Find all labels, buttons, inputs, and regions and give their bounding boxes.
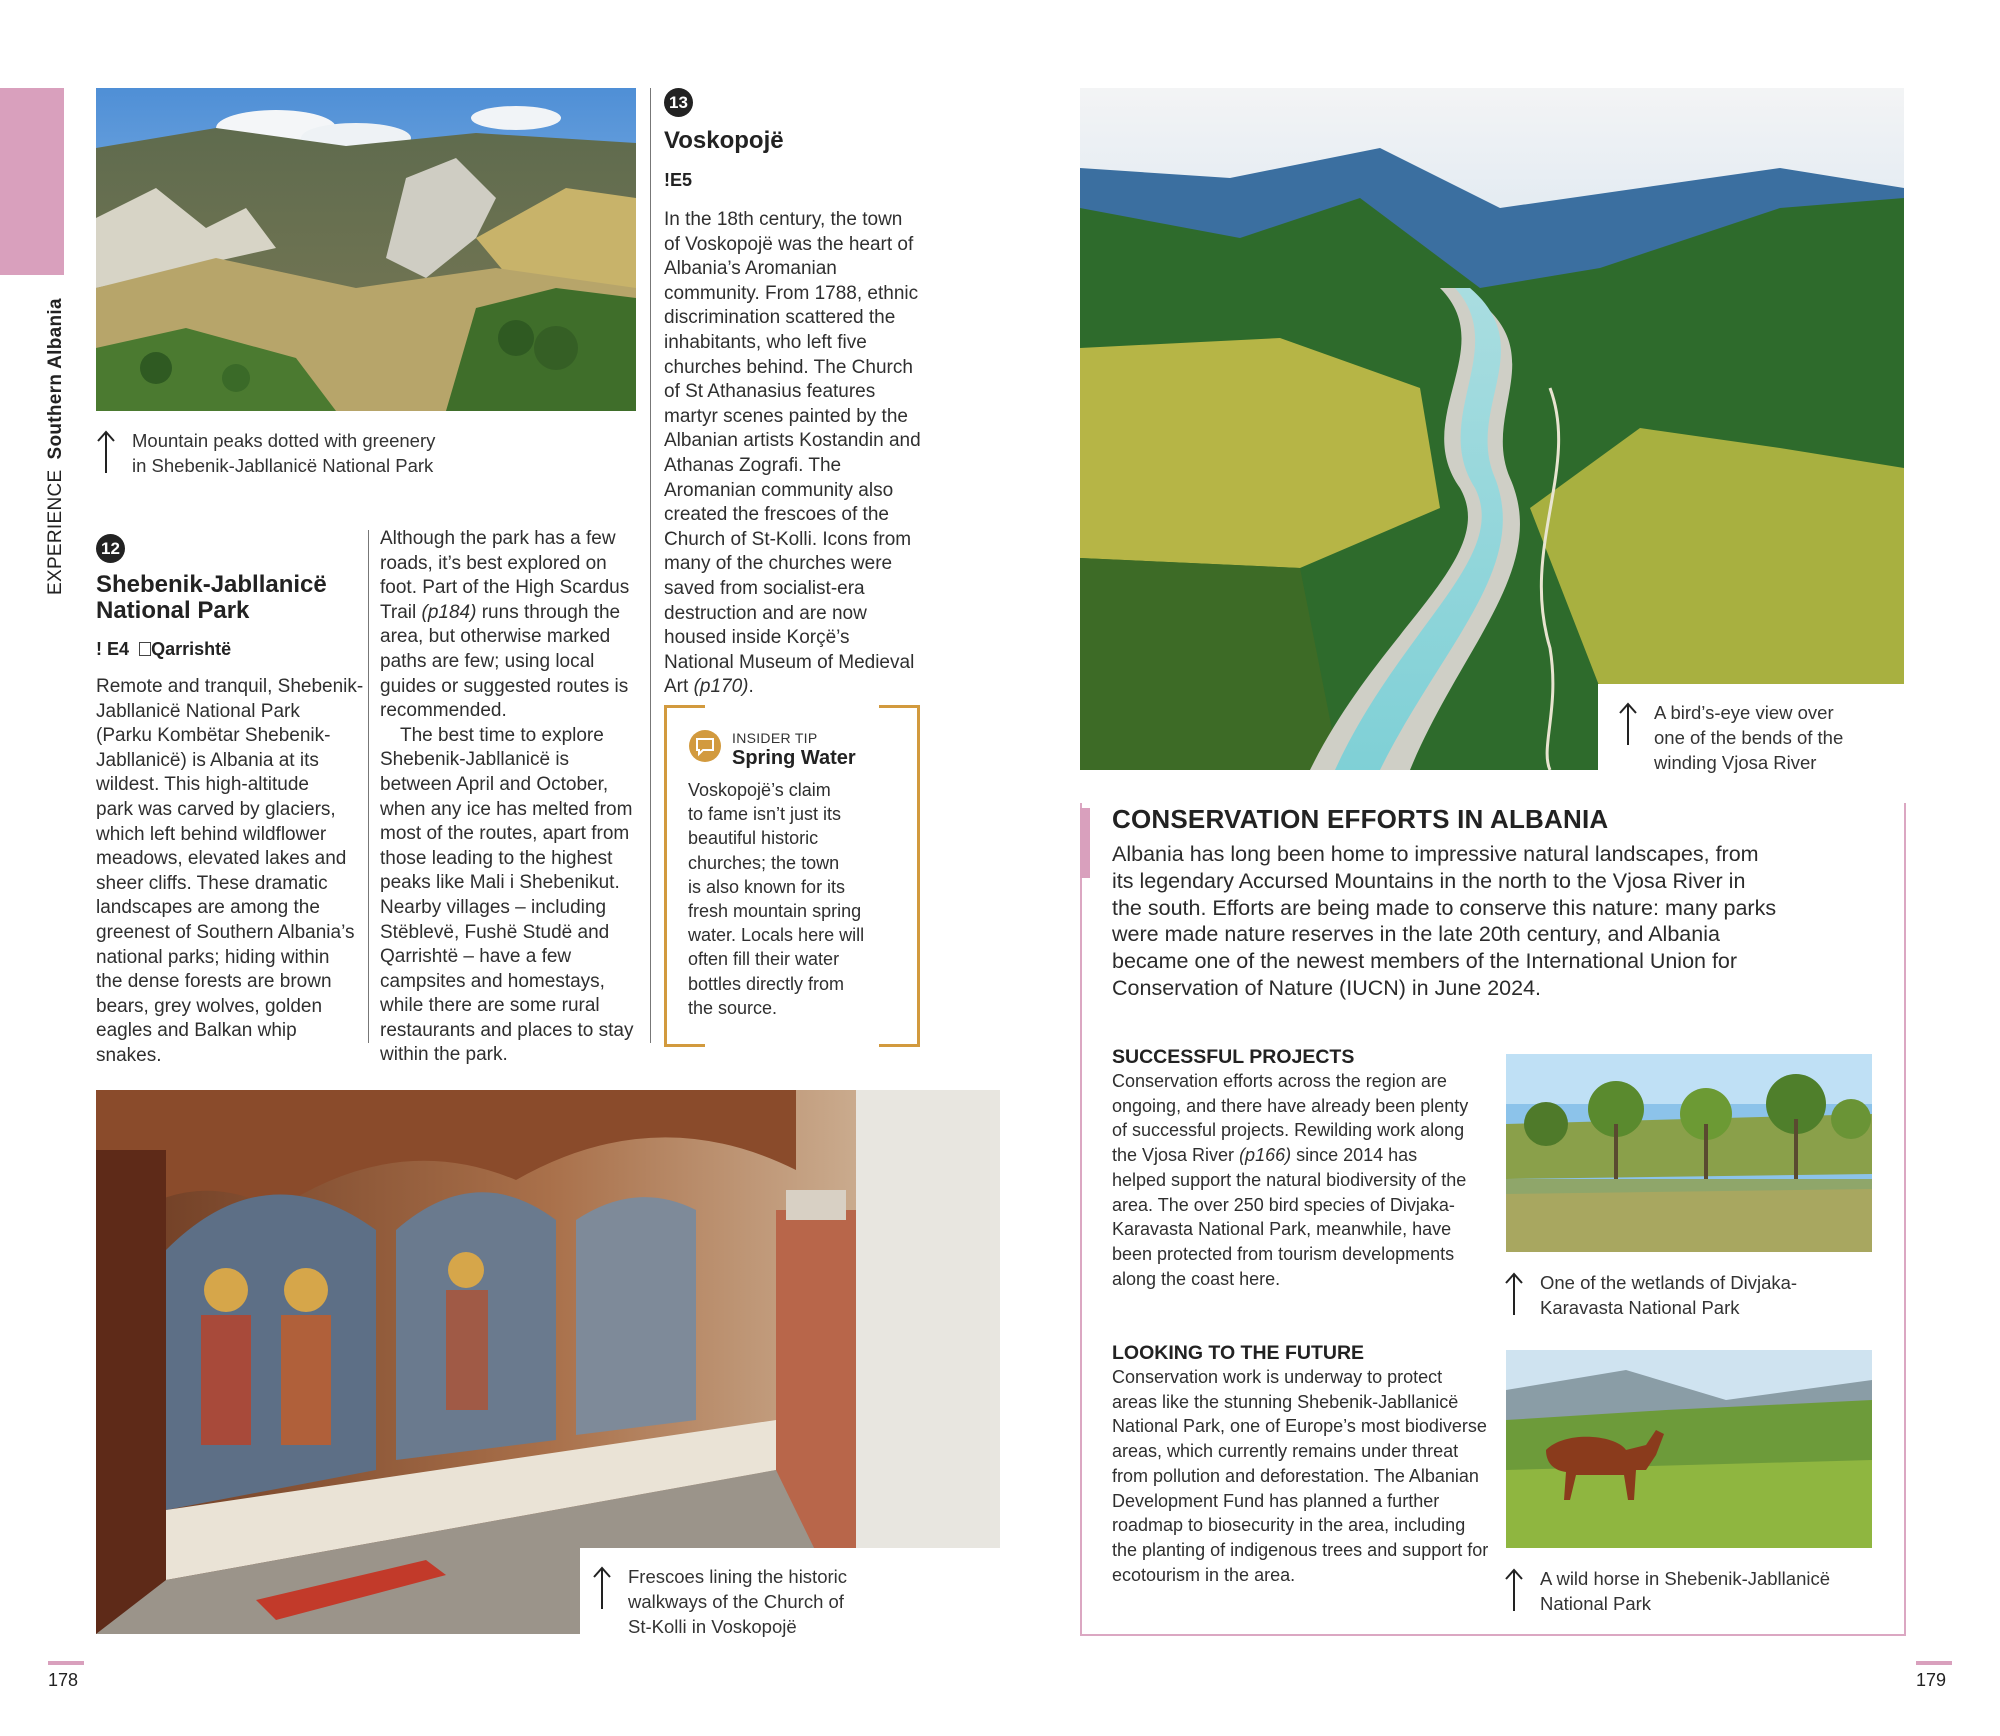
- left_page.entry12.col1-line: meadows, elevated lakes and: [96, 848, 347, 870]
- right_page.conservation.intro-line: Conservation of Nature (IUCN) in June 2024.: [1112, 975, 1542, 1000]
- horse-photo-caption: A wild horse in Shebenik-Jabllanicë National Park: [1504, 1566, 1894, 1616]
- wetlands-photo-caption: One of the wetlands of Divjaka- Karavasta National Park: [1504, 1270, 1884, 1320]
- conservation-title: CONSERVATION EFFORTS IN ALBANIA: [1112, 804, 1609, 834]
- entry-meta: [664, 170, 692, 191]
- entry-number-badge: 13: [664, 88, 693, 117]
- left_page.insider_tip.body-line: churches; the town: [688, 852, 840, 873]
- looking-to-future-section: LOOKING TO THE FUTURE Conservation work is underway to protect areas like the stunning Shebenik-Jabllanicë National Park, one of Europe’s most biodiverse areas, which currently remains under threat from pollution and deforestation. The Albanian Development Fund has planned a further roadmap to biosecurity in the area, including the planting of indigenous trees and support for ecotourism in the area.: [1112, 1342, 1489, 1585]
- section-tab: [0, 88, 64, 275]
- arrow-up-icon: [1618, 702, 1638, 746]
- left_page.insider_tip.body-line: beautiful historic: [688, 828, 819, 849]
- successful-projects-section: SUCCESSFUL PROJECTS Conservation efforts across the region are ongoing, and there have already been plenty of successful projects. Rewilding work along the Vjosa River (p166) since 2014 has helped support the natural biodiversity of the area. The over 250 bird species of Divjaka-Karavasta National Park, meanwhile, have been protected from tourism developments along the coast here.: [1112, 1046, 1469, 1289]
- location-icon: [139, 642, 151, 656]
- left_page.insider_tip.body-line: to fame isn’t just its: [688, 804, 842, 825]
- frescoes-photo-caption: Frescoes lining the historic walkways of the Church of St-Kolli in Voskopojë: [592, 1564, 992, 1639]
- page-number-rule: [48, 1661, 84, 1665]
- town-name: Qarrishtë: [151, 639, 232, 659]
- left_page.insider_tip.body-line: fresh mountain spring: [688, 901, 862, 922]
- right_page.conservation.intro-line: the south. Efforts are being made to conserve this nature: many parks: [1112, 895, 1777, 920]
- column-rule: [368, 530, 369, 1043]
- tip-body: [688, 778, 903, 1020]
- left_page.entry12.col1-line: landscapes are among the: [96, 897, 320, 919]
- entry-title: Voskopojë: [664, 127, 784, 154]
- left_page.insider_tip.body-line: bottles directly from: [688, 973, 845, 994]
- entry-number-badge: 12: [96, 534, 125, 563]
- left_page.entry12.col1-line: bears, grey wolves, golden: [96, 995, 323, 1017]
- left_page.entry12.col1-line: sheer cliffs. These dramatic: [96, 872, 328, 894]
- left_page.insider_tip.body-line: the source.: [688, 997, 778, 1018]
- conservation-intro: [1112, 841, 1812, 1002]
- page-number: 178: [48, 1670, 79, 1690]
- arrow-up-icon: [592, 1566, 612, 1610]
- right_page.conservation.intro-line: were made nature reserves in the late 20th century, and Albania: [1112, 922, 1720, 947]
- left_page.entry12.col1-line: Jabllanicë) is Albania at its: [96, 749, 319, 771]
- wetlands-photo: [1506, 1054, 1872, 1252]
- entry12-column-1: [96, 675, 366, 1069]
- grid-ref: E5: [670, 170, 693, 190]
- left_page.insider_tip.body-line: often fill their water: [688, 949, 840, 970]
- arrow-up-icon: [1504, 1272, 1524, 1316]
- vjosa-river-photo: [1080, 88, 1904, 770]
- mountain-photo-caption: Mountain peaks dotted with greenery in Shebenik-Jabllanicë National Park: [96, 428, 556, 478]
- entry12-column-2: Although the park has a few roads, it’s best explored on foot. Part of the High Scardus Trail (p184) runs through the area, but otherwise marked paths are few; using local guides or suggested routes is recommended. The best time to explore Shebenik-Jabllanicë is between April and October, when any ice has melted from most of the routes, apart from those leading to the highest peaks like Mali i Shebenikut. Nearby villages – including Stëblevë, Fushë Studë and Qarrishtë – have a few campsites and homestays, while there are some rural restaurants and places to stay within the park.: [380, 528, 634, 1066]
- river-photo-caption: A bird’s-eye view over one of the bends of the winding Vjosa River: [1618, 700, 1898, 775]
- map-ref-icon: !: [664, 170, 670, 190]
- insider-tip-box: [664, 705, 920, 1041]
- arrow-up-icon: [96, 430, 116, 474]
- page-number: 179: [1916, 1670, 1947, 1690]
- left_page.entry12.col1-line: eagles and Balkan whip snakes.: [96, 1020, 297, 1066]
- left_page.entry12.col1-line: which left behind wildflower: [96, 823, 327, 845]
- wild-horse-photo: [1506, 1350, 1872, 1548]
- right_page.conservation.intro-line: its legendary Accursed Mountains in the north to the Vjosa River in: [1112, 868, 1746, 893]
- left_page.entry12.col1-line: the dense forests are brown: [96, 971, 332, 993]
- tip-kicker: INSIDER TIP: [732, 730, 818, 746]
- left_page.entry12.col1-line: Jabllanicë National Park: [96, 700, 300, 722]
- left_page.insider_tip.body-line: water. Locals here will: [688, 925, 865, 946]
- section-label: [45, 298, 67, 595]
- left_page.entry12.col1-line: Remote and tranquil, Shebenik-: [96, 676, 364, 697]
- left_page.entry12.col1-line: national parks; hiding within: [96, 946, 330, 968]
- section-name: EXPERIENCE: [45, 469, 66, 595]
- left_page.insider_tip.body-line: Voskopojë’s claim: [688, 780, 831, 800]
- tip-title: Spring Water: [732, 747, 856, 769]
- mountain-peaks-photo: [96, 88, 636, 411]
- arrow-up-icon: [1504, 1568, 1524, 1612]
- left_page.entry12.col1-line: (Parku Kombëtar Shebenik-: [96, 725, 331, 747]
- grid-ref: E4: [107, 639, 130, 659]
- speech-bubble-icon: [688, 729, 722, 763]
- feature-accent-bar: [1080, 808, 1090, 878]
- map-ref-icon: !: [96, 639, 102, 659]
- column-rule: [650, 88, 651, 1043]
- page-number-rule: [1916, 1661, 1952, 1665]
- right_page.conservation.intro-line: Albania has long been home to impressive natural landscapes, from: [1112, 842, 1759, 866]
- entry-meta: [96, 639, 231, 660]
- entry-title: Shebenik-Jabllanicë National Park: [96, 571, 327, 624]
- entry13-body: In the 18th century, the town of Voskopojë was the heart of Albania’s Aromanian community. From 1788, ethnic discrimination scattered the inhabitants, who left five churches behind. The Church of St Athanasius features martyr scenes painted by the Albanian artists Kostandin and Athanas Zografi. The Aromanian community also created the frescoes of the Church of St-Kolli. Icons from many of the churches were saved from socialist-era destruction and are now housed inside Korçë’s National Museum of Medieval Art (p170).: [664, 209, 921, 698]
- left_page.insider_tip.body-line: is also known for its: [688, 876, 846, 897]
- right_page.conservation.intro-line: became one of the newest members of the International Union for: [1112, 949, 1738, 974]
- region-name: Southern Albania: [45, 298, 66, 460]
- left_page.entry12.col1-line: park was carved by glaciers,: [96, 798, 336, 820]
- left_page.entry12.col1-line: greenest of Southern Albania’s: [96, 921, 355, 943]
- left_page.entry12.col1-line: wildest. This high-altitude: [96, 774, 309, 796]
